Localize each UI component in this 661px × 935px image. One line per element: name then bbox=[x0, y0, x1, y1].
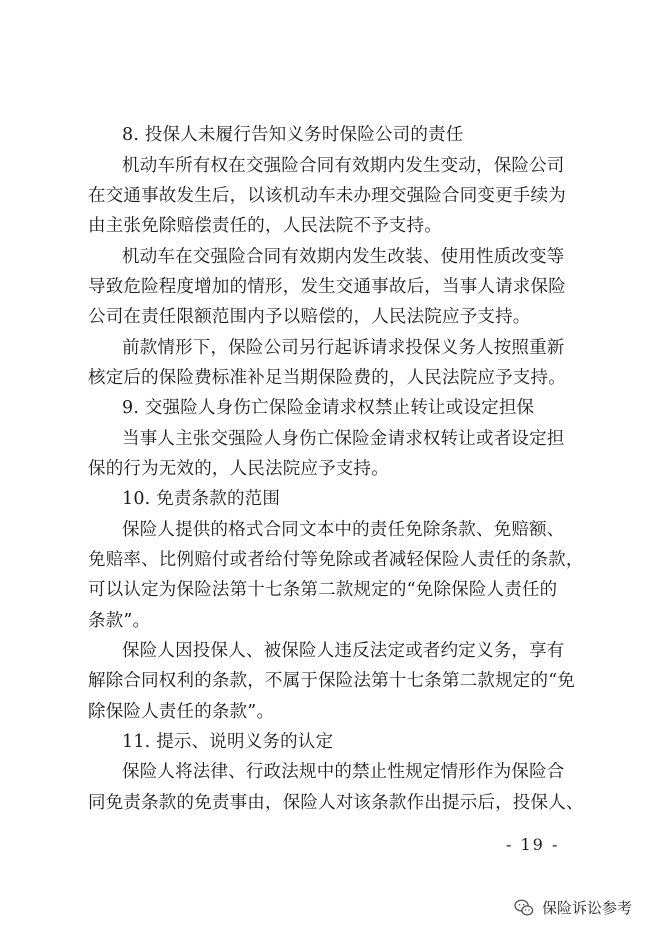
paragraph-line: 保险人提供的格式合同文本中的责任免除条款、免赔额、 bbox=[122, 520, 565, 540]
watermark-text: 保险诉讼参考 bbox=[542, 899, 633, 917]
heading-8: 8. 投保人未履行告知义务时保险公司的责任 bbox=[122, 125, 464, 145]
page-number: - 19 - bbox=[506, 835, 560, 854]
paragraph-line: 机动车所有权在交强险合同有效期内发生变动，保险公司 bbox=[122, 156, 565, 176]
paragraph-line: 保险人将法律、行政法规中的禁止性规定情形作为保险合 bbox=[122, 762, 565, 782]
paragraph-line: 当事人主张交强险人身伤亡保险金请求权转让或者设定担 bbox=[122, 429, 565, 449]
paragraph-line: 由主张免除赔偿责任的，人民法院不予支持。 bbox=[88, 216, 442, 236]
paragraph-line: 除保险人责任的条款”。 bbox=[88, 702, 275, 722]
watermark bbox=[514, 897, 632, 918]
paragraph-line: 前款情形下，保险公司另行起诉请求投保义务人按照重新 bbox=[122, 338, 565, 358]
paragraph-line: 同免责条款的免责事由，保险人对该条款作出提示后，投保人、 bbox=[88, 793, 584, 813]
paragraph-line: 免赔率、比例赔付或者给付等免除或者减轻保险人责任的条款， bbox=[88, 550, 584, 570]
paragraph-line: 机动车在交强险合同有效期内发生改装、使用性质改变等 bbox=[122, 247, 565, 267]
paragraph-line: 公司在责任限额范围内予以赔偿的，人民法院应予支持。 bbox=[88, 307, 531, 327]
heading-9: 9. 交强险人身伤亡保险金请求权禁止转让或设定担保 bbox=[122, 398, 535, 418]
paragraph-line: 可以认定为保险法第十七条第二款规定的“免除保险人责任的 bbox=[88, 580, 558, 600]
heading-11: 11. 提示、说明义务的认定 bbox=[122, 732, 334, 752]
paragraph-line: 保险人因投保人、被保险人违反法定或者约定义务，享有 bbox=[122, 641, 565, 661]
paragraph-line: 导致危险程度增加的情形，发生交通事故后，当事人请求保险 bbox=[88, 277, 566, 297]
paragraph-line: 在交通事故发生后，以该机动车未办理交强险合同变更手续为 bbox=[88, 186, 566, 206]
wechat-icon bbox=[514, 899, 534, 917]
paragraph-line: 核定后的保险费标准补足当期保险费的，人民法院应予支持。 bbox=[88, 368, 566, 388]
paragraph-line: 解除合同权利的条款，不属于保险法第十七条第二款规定的“免 bbox=[88, 671, 576, 691]
paragraph-line: 保的行为无效的，人民法院应予支持。 bbox=[88, 459, 389, 479]
heading-10: 10. 免责条款的范围 bbox=[122, 489, 281, 509]
paragraph-line: 条款”。 bbox=[88, 611, 151, 631]
